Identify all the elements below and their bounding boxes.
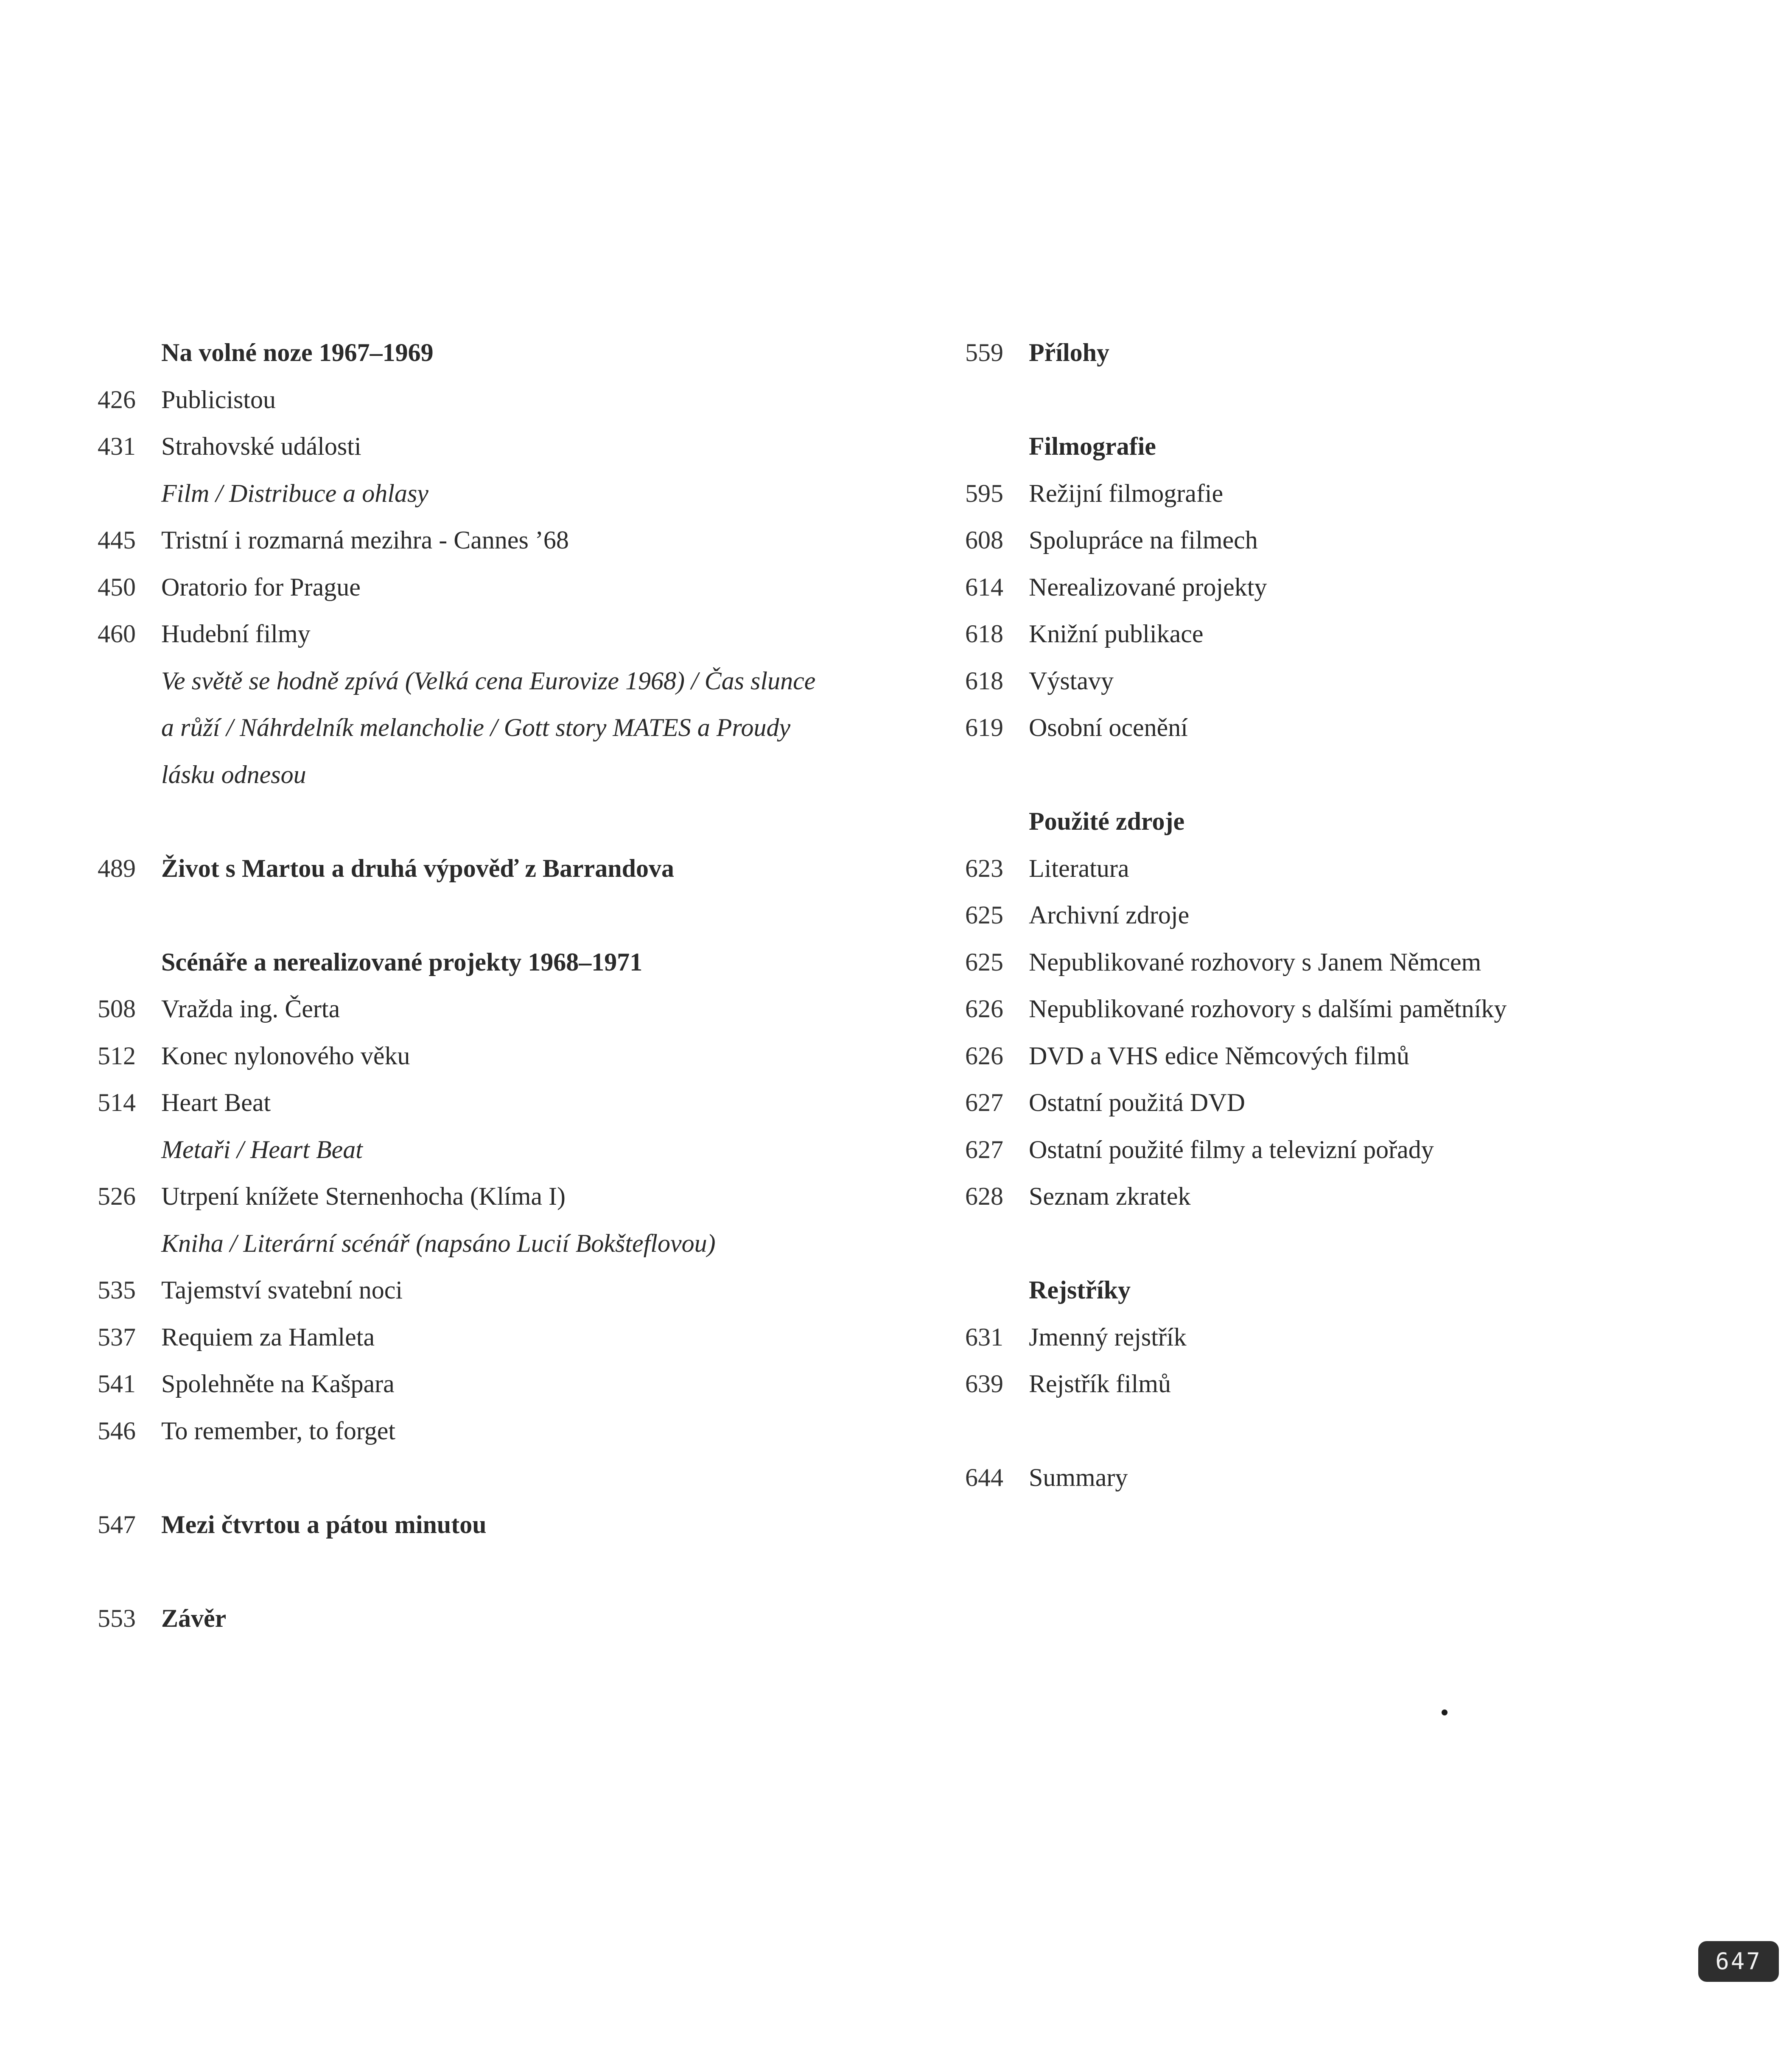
toc-entry-title: DVD a VHS edice Němcových filmů — [1029, 1041, 1410, 1070]
toc-entry — [965, 1454, 1771, 1501]
toc-section-heading: Rejstříky — [1029, 1276, 1131, 1304]
toc-entry — [965, 1032, 1771, 1080]
toc-section-heading: Scénáře a nerealizované projekty 1968–1971 — [161, 948, 643, 976]
toc-page-number: 426 — [98, 385, 136, 414]
toc-entry-title: Ostatní použitá DVD — [1029, 1088, 1245, 1116]
toc-entry — [965, 985, 1771, 1032]
toc-entry-title: Tristní i rozmarná mezihra - Cannes ’68 — [161, 526, 569, 554]
toc-entry — [98, 1079, 925, 1126]
toc-entry — [965, 892, 1771, 939]
toc-spacer — [98, 1454, 925, 1501]
toc-page-number: 628 — [965, 1182, 1003, 1210]
toc-page-number: 595 — [965, 479, 1003, 507]
toc-page-number: 553 — [98, 1604, 136, 1632]
toc-entry — [98, 751, 925, 798]
toc-entry-title: Knižní publikace — [1029, 620, 1204, 648]
toc-entry — [965, 564, 1771, 611]
toc-entry — [965, 1360, 1771, 1407]
toc-entry-title: Osobní ocenění — [1029, 713, 1188, 741]
toc-entry-title: Utrpení knížete Sternenhocha (Klíma I) — [161, 1182, 566, 1210]
toc-page-number: 512 — [98, 1041, 136, 1070]
toc-entry — [98, 470, 925, 517]
toc-page-number: 626 — [965, 1041, 1003, 1070]
toc-entry — [98, 985, 925, 1032]
toc-section-heading: Použité zdroje — [1029, 807, 1185, 835]
toc-page-number: 489 — [98, 854, 136, 882]
toc-entry-title: Hudební filmy — [161, 620, 311, 648]
toc-entry — [98, 610, 925, 657]
toc-page-number: 625 — [965, 901, 1003, 929]
toc-section-heading: Mezi čtvrtou a pátou minutou — [161, 1510, 487, 1539]
toc-entry-title: To remember, to forget — [161, 1416, 396, 1445]
toc-entry-title: Spolehněte na Kašpara — [161, 1370, 395, 1398]
toc-entry — [965, 704, 1771, 751]
toc-entry-title: Výstavy — [1029, 666, 1114, 695]
toc-right-column — [965, 329, 1771, 1501]
toc-entry-title: Seznam zkratek — [1029, 1182, 1191, 1210]
toc-entry — [965, 1267, 1771, 1314]
toc-entry — [965, 845, 1771, 892]
toc-spacer — [98, 892, 925, 939]
toc-section-heading: Život s Martou a druhá výpověď z Barrandova — [161, 854, 675, 882]
toc-entry — [98, 657, 925, 705]
toc-entry — [98, 1407, 925, 1455]
toc-entry-title: Archivní zdroje — [1029, 901, 1190, 929]
toc-entry — [965, 470, 1771, 517]
toc-page-number: 625 — [965, 948, 1003, 976]
page-number-badge: 647 — [1698, 1941, 1779, 1982]
toc-entry — [98, 845, 925, 892]
toc-entry — [98, 1220, 925, 1267]
toc-entry — [965, 423, 1771, 470]
toc-subtitle: Film / Distribuce a ohlasy — [161, 479, 428, 507]
toc-subtitle: a růží / Náhrdelník melancholie / Gott story MATES a Proudy — [161, 713, 791, 741]
toc-spacer — [98, 1548, 925, 1595]
toc-entry — [98, 1501, 925, 1548]
toc-left-column — [98, 329, 925, 1642]
toc-section-heading: Závěr — [161, 1604, 227, 1632]
toc-spacer — [965, 1220, 1771, 1267]
toc-entry — [98, 1595, 925, 1642]
toc-page-number: 608 — [965, 526, 1003, 554]
toc-page-number: 537 — [98, 1323, 136, 1351]
toc-entry-title: Strahovské události — [161, 432, 361, 460]
toc-page-number: 618 — [965, 666, 1003, 695]
toc-subtitle: Metaři / Heart Beat — [161, 1135, 363, 1164]
toc-page-number: 644 — [965, 1463, 1003, 1491]
toc-entry — [98, 1314, 925, 1361]
toc-page-number: 619 — [965, 713, 1003, 741]
toc-entry — [965, 1173, 1771, 1220]
toc-spacer — [965, 1407, 1771, 1455]
toc-entry — [98, 704, 925, 751]
toc-page-number: 514 — [98, 1088, 136, 1116]
toc-entry-title: Heart Beat — [161, 1088, 271, 1116]
toc-entry-title: Nepublikované rozhovory s dalšími pamětníky — [1029, 995, 1507, 1023]
toc-entry — [965, 1126, 1771, 1173]
toc-page-number: 460 — [98, 620, 136, 648]
toc-page-number: 526 — [98, 1182, 136, 1210]
toc-page-number: 541 — [98, 1370, 136, 1398]
toc-page-number: 559 — [965, 339, 1003, 367]
toc-entry-title: Summary — [1029, 1463, 1128, 1491]
toc-page-number: 508 — [98, 995, 136, 1023]
toc-entry — [98, 329, 925, 376]
toc-entry — [98, 939, 925, 986]
toc-entry — [965, 517, 1771, 564]
toc-entry — [98, 423, 925, 470]
toc-page-number: 631 — [965, 1323, 1003, 1351]
toc-section-heading: Na volné noze 1967–1969 — [161, 339, 434, 367]
toc-entry-title: Ostatní použité filmy a televizní pořady — [1029, 1135, 1434, 1164]
toc-page-number: 450 — [98, 573, 136, 601]
toc-entry — [965, 1079, 1771, 1126]
toc-entry-title: Rejstřík filmů — [1029, 1370, 1171, 1398]
toc-page-number: 623 — [965, 854, 1003, 882]
toc-page-number: 535 — [98, 1276, 136, 1304]
toc-spacer — [965, 751, 1771, 798]
toc-entry — [98, 376, 925, 423]
toc-entry — [98, 517, 925, 564]
toc-entry-title: Tajemství svatební noci — [161, 1276, 403, 1304]
print-speck — [1442, 1709, 1448, 1715]
toc-entry — [965, 610, 1771, 657]
toc-entry-title: Spolupráce na filmech — [1029, 526, 1258, 554]
toc-entry-title: Konec nylonového věku — [161, 1041, 410, 1070]
toc-entry-title: Vražda ing. Čerta — [161, 995, 340, 1023]
toc-entry-title: Nepublikované rozhovory s Janem Němcem — [1029, 948, 1481, 976]
toc-entry — [965, 1314, 1771, 1361]
toc-subtitle: lásku odnesou — [161, 760, 306, 789]
toc-page-number: 431 — [98, 432, 136, 460]
toc-entry — [98, 1360, 925, 1407]
toc-entry — [965, 657, 1771, 705]
toc-page-number: 639 — [965, 1370, 1003, 1398]
toc-spacer — [98, 798, 925, 845]
toc-entry — [98, 1173, 925, 1220]
toc-entry — [98, 1126, 925, 1173]
toc-entry-title: Nerealizované projekty — [1029, 573, 1267, 601]
toc-subtitle: Kniha / Literární scénář (napsáno Lucií Bokšteflovou) — [161, 1229, 716, 1257]
toc-entry — [965, 939, 1771, 986]
toc-entry — [98, 1267, 925, 1314]
toc-page-number: 627 — [965, 1088, 1003, 1116]
toc-page-number: 618 — [965, 620, 1003, 648]
toc-entry — [965, 798, 1771, 845]
toc-entry — [98, 564, 925, 611]
toc-entry — [98, 1032, 925, 1080]
toc-page-number: 614 — [965, 573, 1003, 601]
toc-section-heading: Přílohy — [1029, 339, 1109, 367]
toc-entry-title: Oratorio for Prague — [161, 573, 361, 601]
toc-page-number: 627 — [965, 1135, 1003, 1164]
toc-entry-title: Literatura — [1029, 854, 1129, 882]
toc-entry-title: Requiem za Hamleta — [161, 1323, 375, 1351]
toc-subtitle: Ve světě se hodně zpívá (Velká cena Eurovize 1968) / Čas slunce — [161, 666, 816, 695]
toc-entry — [965, 329, 1771, 376]
toc-page-number: 626 — [965, 995, 1003, 1023]
toc-section-heading: Filmografie — [1029, 432, 1156, 460]
toc-entry-title: Jmenný rejstřík — [1029, 1323, 1187, 1351]
toc-entry-title: Publicistou — [161, 385, 276, 414]
toc-spacer — [965, 376, 1771, 423]
toc-entry-title: Režijní filmografie — [1029, 479, 1224, 507]
toc-page-number: 445 — [98, 526, 136, 554]
toc-page-number: 546 — [98, 1416, 136, 1445]
toc-page-number: 547 — [98, 1510, 136, 1539]
